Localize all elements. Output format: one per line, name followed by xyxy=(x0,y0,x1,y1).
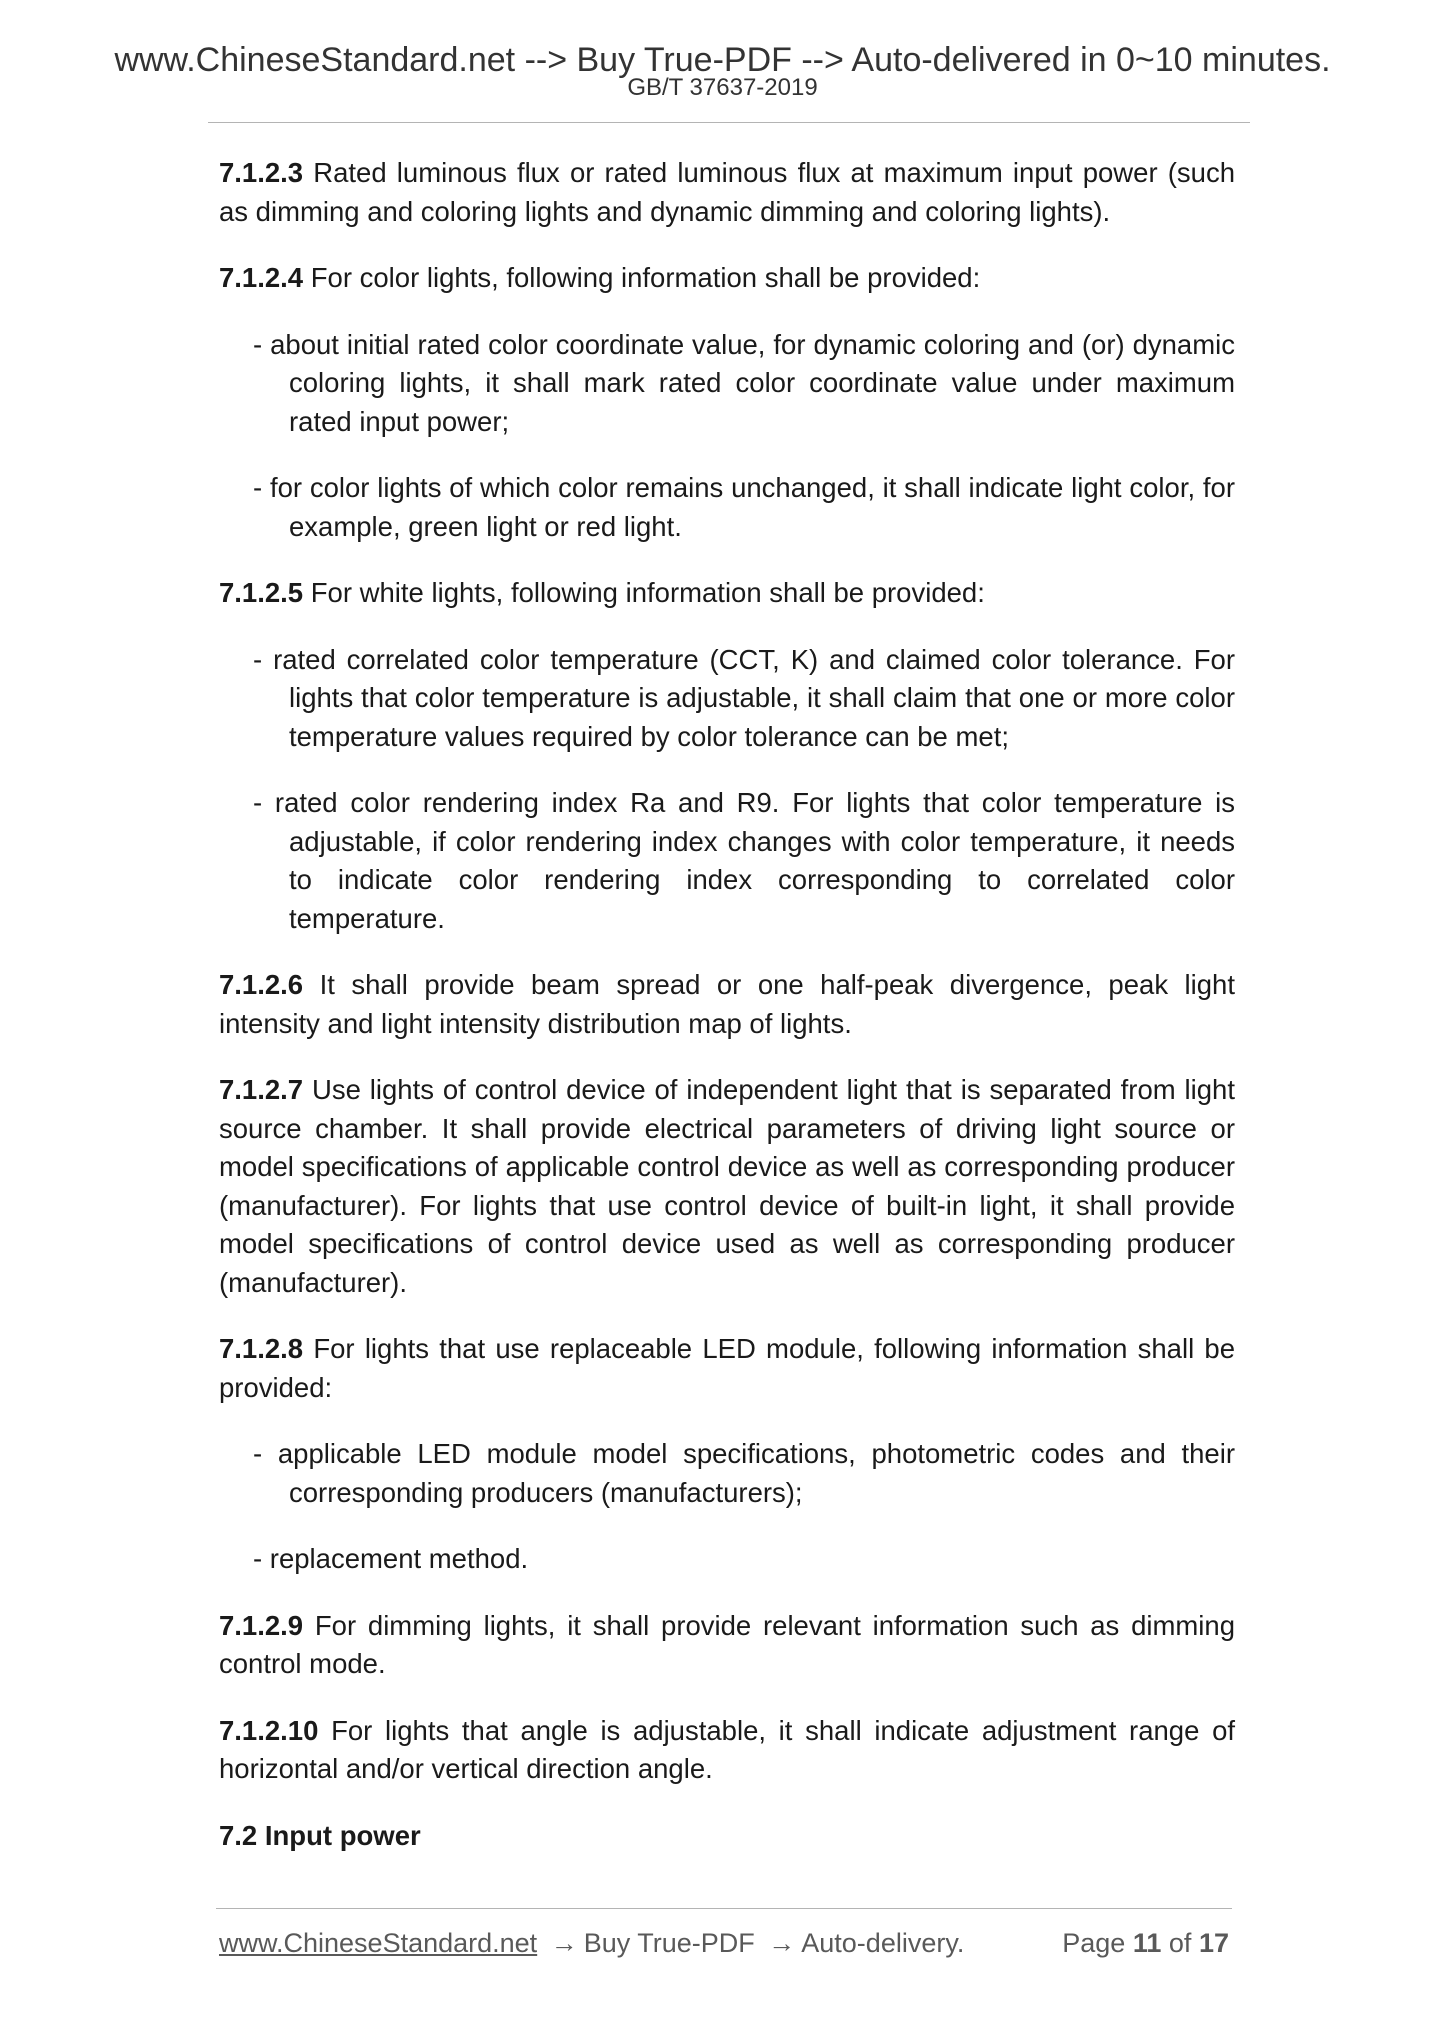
clause-text: For lights that angle is adjustable, it shall indicate adjustment range of horizontal and/or vertical direction angle. xyxy=(219,1714,1235,1784)
clause-number: 7.1.2.9 xyxy=(219,1609,304,1641)
clause-number: 7.1.2.8 xyxy=(219,1333,304,1364)
top-banner: www.ChineseStandard.net --> Buy True-PDF --> Auto-delivered in 0~10 minutes. xyxy=(114,41,1331,79)
arrow-right-icon: → xyxy=(550,1928,578,1958)
clause-text: It shall provide beam spread or one half-peak divergence, peak light intensity and light intensity distribution map of lights. xyxy=(219,969,1235,1039)
clause-text: For color lights, following information shall be provided: xyxy=(303,262,981,293)
clause-text: For lights that use replaceable LED module, following information shall be provided: xyxy=(219,1333,1235,1403)
clause-7-1-2-3 xyxy=(219,154,1235,231)
list-item: - replacement method. xyxy=(253,1543,529,1574)
page-footer xyxy=(219,1926,1229,1960)
clause-7-1-2-5 xyxy=(219,574,1235,613)
clause-number: 7.1.2.7 xyxy=(219,1074,304,1105)
list-item: - about initial rated color coordinate value, for dynamic coloring and (or) dynamic coloring lights, it shall mark rated color coordinate value under maximum rated input power; xyxy=(253,328,1235,437)
document-code: GB/T 37637-2019 xyxy=(627,74,818,101)
section-heading: 7.2 Input power xyxy=(219,1819,421,1851)
list-item: - applicable LED module model specifications, photometric codes and their corresponding producers (manufacturers); xyxy=(253,1438,1235,1508)
clause-text: Use lights of control device of independent light that is separated from light source chamber. It shall provide electrical parameters of driving light source or model specifications of applicable control device as well as corresponding producer (manufacturer). For lights that use control device of built-in light, it shall provide model specifications of control device used as well as corresponding producer (manufacturer). xyxy=(219,1074,1235,1298)
clause-7-1-2-8 xyxy=(219,1330,1235,1407)
clause-text: Rated luminous flux or rated luminous flux at maximum input power (such as dimming and coloring lights and dynamic dimming and coloring lights). xyxy=(219,157,1235,227)
clause-number: 7.1.2.3 xyxy=(219,157,304,188)
arrow-right-icon: → xyxy=(768,1928,796,1958)
page-label: Page xyxy=(1062,1928,1126,1958)
clause-text: For white lights, following information shall be provided: xyxy=(303,577,985,608)
clause-number: 7.1.2.10 xyxy=(219,1714,319,1746)
page-content xyxy=(219,154,1235,1855)
clause-7-1-2-10 xyxy=(219,1712,1235,1789)
clause-number: 7.1.2.6 xyxy=(219,969,304,1000)
clause-number: 7.1.2.5 xyxy=(219,577,304,608)
list-item: - for color lights of which color remains unchanged, it shall indicate light color, for example, green light or red light. xyxy=(253,472,1235,542)
page-total: 17 xyxy=(1198,1928,1229,1958)
footer-delivery-text: Auto-delivery. xyxy=(801,1928,965,1958)
clause-7-1-2-4 xyxy=(219,259,1235,298)
page-indicator xyxy=(1062,1926,1229,1960)
of-label: of xyxy=(1168,1928,1192,1958)
clause-7-1-2-9 xyxy=(219,1607,1235,1684)
list-item: - rated color rendering index Ra and R9. For lights that color temperature is adjustable, if color rendering index changes with color temperature, it needs to indicate color rendering index corresponding to correlated color temperature. xyxy=(253,787,1235,934)
clause-text: For dimming lights, it shall provide relevant information such as dimming control mode. xyxy=(219,1609,1235,1679)
footer-buy-text: Buy True-PDF xyxy=(583,1928,755,1958)
header-divider xyxy=(208,122,1250,123)
footer-site-link[interactable]: www.ChineseStandard.net xyxy=(219,1928,538,1958)
footer-divider xyxy=(216,1908,1232,1909)
clause-7-1-2-7 xyxy=(219,1071,1235,1302)
page-current: 11 xyxy=(1132,1928,1162,1958)
clause-7-1-2-6 xyxy=(219,966,1235,1043)
list-item: - rated correlated color temperature (CCT, K) and claimed color tolerance. For lights that color temperature is adjustable, it shall claim that one or more color temperature values required by color tolerance can be met; xyxy=(253,643,1235,752)
clause-number: 7.1.2.4 xyxy=(219,262,304,293)
